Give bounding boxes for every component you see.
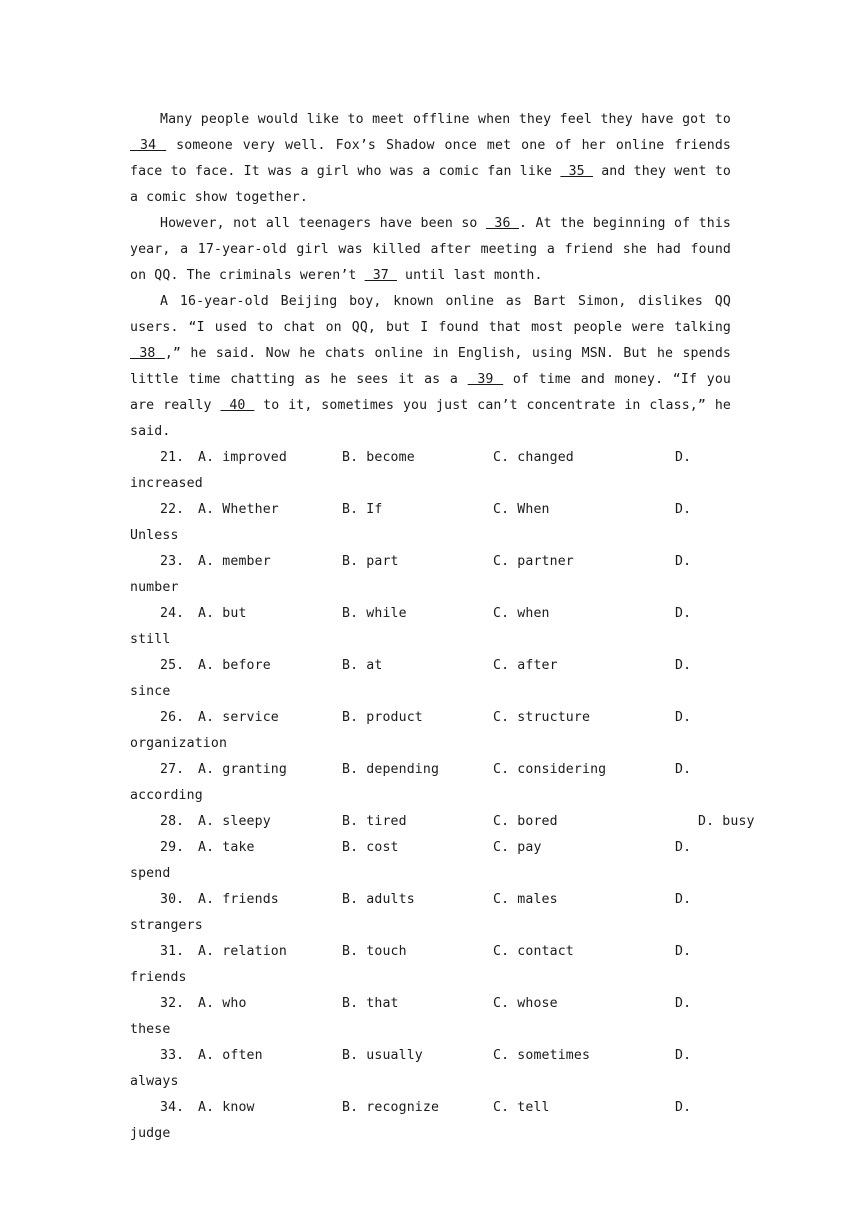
option-d-label: D. bbox=[675, 606, 692, 621]
question-number: 30. bbox=[160, 892, 185, 907]
passage-paragraph-1 bbox=[130, 107, 731, 211]
option-c: C. after bbox=[493, 658, 558, 673]
option-d-label: D. bbox=[675, 762, 692, 777]
option-b: B. tired bbox=[342, 814, 407, 829]
option-d-text: spend bbox=[130, 866, 171, 881]
question-row bbox=[130, 705, 731, 757]
option-a: A. often bbox=[198, 1048, 263, 1063]
option-c: C. sometimes bbox=[493, 1048, 591, 1063]
option-c: C. contact bbox=[493, 944, 574, 959]
option-d-text: these bbox=[130, 1022, 171, 1037]
blank-40: 40 bbox=[220, 398, 255, 413]
blank-35: 35 bbox=[560, 164, 593, 179]
question-number: 29. bbox=[160, 840, 185, 855]
question-row bbox=[130, 809, 755, 835]
question-row bbox=[130, 991, 731, 1043]
option-c: C. pay bbox=[493, 840, 542, 855]
option-d-text: friends bbox=[130, 970, 187, 985]
passage-text: Many people would like to meet offline when they feel they have got to bbox=[160, 112, 731, 127]
option-d-text: still bbox=[130, 632, 171, 647]
option-a: A. friends bbox=[198, 892, 279, 907]
option-c: C. tell bbox=[493, 1100, 550, 1115]
option-a: A. relation bbox=[198, 944, 287, 959]
option-b: B. while bbox=[342, 606, 407, 621]
passage-paragraph-2 bbox=[130, 211, 731, 289]
question-number: 27. bbox=[160, 762, 185, 777]
option-c: C. when bbox=[493, 606, 550, 621]
question-row bbox=[130, 939, 731, 991]
question-row bbox=[130, 1095, 731, 1147]
option-b: B. part bbox=[342, 554, 399, 569]
option-b: B. recognize bbox=[342, 1100, 440, 1115]
question-row bbox=[130, 445, 731, 497]
option-d-label: D. bbox=[675, 944, 692, 959]
question-number: 34. bbox=[160, 1100, 185, 1115]
option-c: C. When bbox=[493, 502, 550, 517]
option-d-text: organization bbox=[130, 736, 228, 751]
option-a: A. service bbox=[198, 710, 279, 725]
option-d-label: D. bbox=[675, 710, 692, 725]
option-a: A. member bbox=[198, 554, 271, 569]
question-row bbox=[130, 1043, 731, 1095]
question-number: 33. bbox=[160, 1048, 185, 1063]
option-a: A. improved bbox=[198, 450, 287, 465]
option-b: B. cost bbox=[342, 840, 399, 855]
question-row bbox=[130, 601, 731, 653]
option-d-text: since bbox=[130, 684, 171, 699]
option-d-label: D. bbox=[675, 840, 692, 855]
option-b: B. adults bbox=[342, 892, 415, 907]
option-d-label: D. bbox=[675, 502, 692, 517]
option-c: C. males bbox=[493, 892, 558, 907]
option-c: C. changed bbox=[493, 450, 574, 465]
option-b: B. become bbox=[342, 450, 415, 465]
option-d-label: D. bbox=[675, 892, 692, 907]
option-d-text: strangers bbox=[130, 918, 203, 933]
option-c: C. bored bbox=[493, 814, 558, 829]
blank-38: 38 bbox=[130, 346, 165, 361]
passage-text: and they went to a comic show together. bbox=[130, 164, 732, 205]
option-b: B. at bbox=[342, 658, 383, 673]
passage-text: to it, sometimes you just can’t concentrate in class,” he said. bbox=[130, 398, 731, 439]
passage-text: of time and money. “If you are really bbox=[130, 372, 732, 413]
option-d-label: D. bbox=[675, 658, 692, 673]
question-list bbox=[130, 445, 755, 1147]
option-a: A. granting bbox=[198, 762, 287, 777]
option-d-text: according bbox=[130, 788, 203, 803]
option-c: C. whose bbox=[493, 996, 558, 1011]
question-number: 22. bbox=[160, 502, 185, 517]
option-c: C. partner bbox=[493, 554, 574, 569]
option-d-label: D. bbox=[675, 450, 692, 465]
question-number: 24. bbox=[160, 606, 185, 621]
question-row bbox=[130, 497, 731, 549]
passage-text: . At the beginning of this year, a 17-year-old girl was killed after meeting a friend she had found on QQ. The criminals weren’t bbox=[130, 216, 732, 283]
question-number: 28. bbox=[160, 814, 185, 829]
option-d-label: D. bbox=[675, 1048, 692, 1063]
option-a: A. but bbox=[198, 606, 247, 621]
option-d-label: D. bbox=[675, 1100, 692, 1115]
question-row bbox=[130, 835, 731, 887]
blank-37: 37 bbox=[364, 268, 397, 283]
option-b: B. product bbox=[342, 710, 423, 725]
option-a: A. sleepy bbox=[198, 814, 271, 829]
option-d-text: Unless bbox=[130, 528, 179, 543]
passage-text: However, not all teenagers have been so bbox=[160, 216, 486, 231]
question-row bbox=[130, 653, 731, 705]
passage-paragraph-3 bbox=[130, 289, 731, 445]
option-a: A. take bbox=[198, 840, 255, 855]
option-d-text: number bbox=[130, 580, 179, 595]
option-b: B. that bbox=[342, 996, 399, 1011]
option-a: A. know bbox=[198, 1100, 255, 1115]
passage-text: someone very well. Fox’s Shadow once met one of her online friends face to face. It was a girl who was a comic fan like bbox=[130, 138, 732, 179]
question-number: 23. bbox=[160, 554, 185, 569]
question-number: 26. bbox=[160, 710, 185, 725]
option-d-label: D. bbox=[675, 554, 692, 569]
question-number: 32. bbox=[160, 996, 185, 1011]
option-a: A. before bbox=[198, 658, 271, 673]
blank-36: 36 bbox=[485, 216, 519, 231]
passage-text: A 16-year-old Beijing boy, known online as Bart Simon, dislikes QQ users. “I used to chat on QQ, but I found that most people were talking bbox=[130, 294, 731, 335]
option-a: A. Whether bbox=[198, 502, 279, 517]
question-row bbox=[130, 549, 731, 601]
question-row bbox=[130, 887, 731, 939]
blank-39: 39 bbox=[467, 372, 504, 387]
passage-text: ,” he said. Now he chats online in English, using MSN. But he spends little time chatting as he sees it as a bbox=[130, 346, 732, 387]
document-content bbox=[130, 107, 755, 1147]
option-b: B. touch bbox=[342, 944, 407, 959]
option-d-text: D. busy bbox=[698, 814, 755, 829]
option-b: B. If bbox=[342, 502, 383, 517]
question-row bbox=[130, 757, 731, 809]
question-number: 21. bbox=[160, 450, 185, 465]
option-b: B. depending bbox=[342, 762, 440, 777]
question-number: 31. bbox=[160, 944, 185, 959]
option-c: C. considering bbox=[493, 762, 607, 777]
blank-34: 34 bbox=[130, 138, 167, 153]
question-number: 25. bbox=[160, 658, 185, 673]
option-b: B. usually bbox=[342, 1048, 423, 1063]
option-c: C. structure bbox=[493, 710, 591, 725]
option-d-text: increased bbox=[130, 476, 203, 491]
option-a: A. who bbox=[198, 996, 247, 1011]
option-d-text: judge bbox=[130, 1126, 171, 1141]
passage-text: until last month. bbox=[396, 268, 543, 283]
option-d-label: D. bbox=[675, 996, 692, 1011]
option-d-text: always bbox=[130, 1074, 179, 1089]
